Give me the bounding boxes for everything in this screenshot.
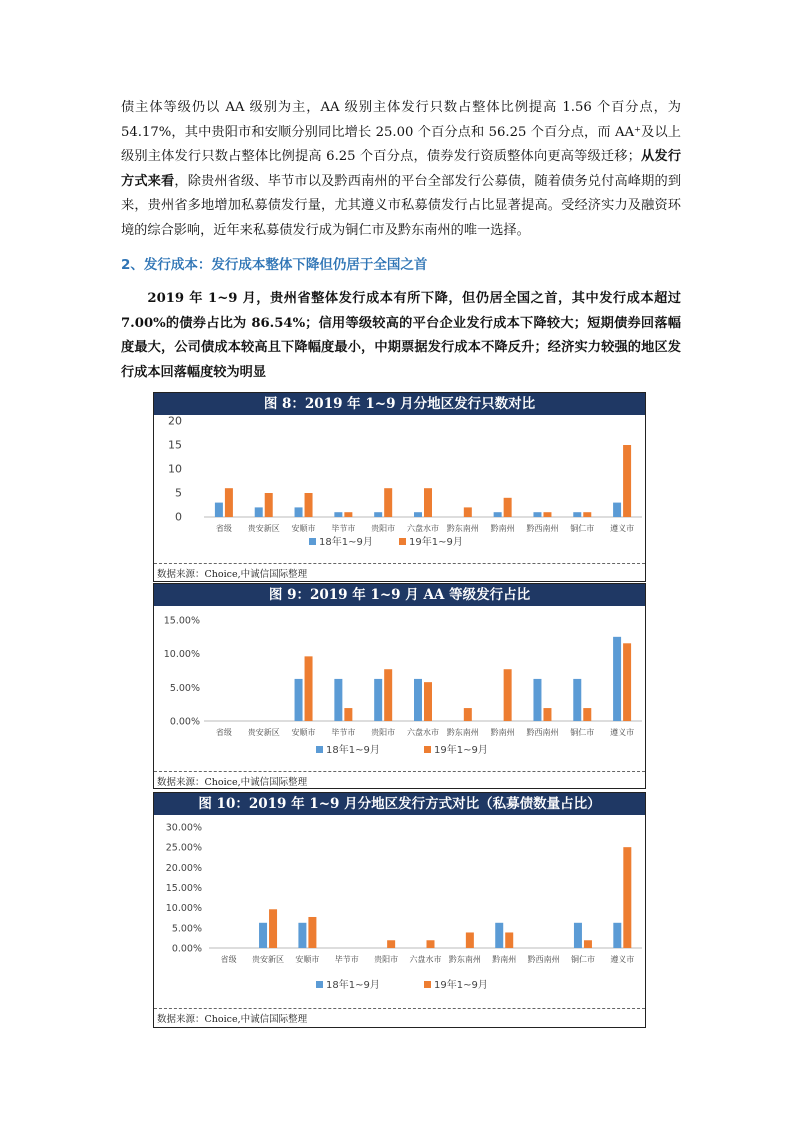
figure-10-title: 图 10：2019 年 1~9 月分地区发行方式对比（私募债数量占比） xyxy=(154,793,645,815)
figure-10-chart xyxy=(154,815,645,1008)
y-tick-label: 20.00% xyxy=(165,862,202,874)
legend-swatch xyxy=(316,746,323,753)
y-tick-label: 10.00% xyxy=(163,649,200,661)
bar-2019 xyxy=(225,488,233,517)
y-tick-label: 5.00% xyxy=(169,682,200,694)
category-label: 铜仁市 xyxy=(570,524,595,533)
bar-2018 xyxy=(574,923,582,948)
legend-label: 19年1~9月 xyxy=(434,745,488,756)
bar-2018 xyxy=(334,512,342,517)
category-label: 省级 xyxy=(220,955,237,964)
category-label: 省级 xyxy=(215,524,232,533)
figure-9-chart xyxy=(154,606,645,769)
bar-2018 xyxy=(295,679,303,721)
bar-2018 xyxy=(613,503,621,517)
y-tick-label: 5.00% xyxy=(171,923,202,935)
bar-2018 xyxy=(374,512,382,517)
category-label: 省级 xyxy=(215,728,232,737)
category-label: 安顺市 xyxy=(291,524,316,533)
category-label: 贵阳市 xyxy=(374,955,399,964)
y-tick-label: 10 xyxy=(168,462,182,476)
bar-2019 xyxy=(504,669,512,721)
bar-2019 xyxy=(427,940,435,948)
bar-2019 xyxy=(584,940,592,948)
category-label: 黔东南州 xyxy=(446,728,479,737)
section-heading: 2、发行成本：发行成本整体下降但仍居于全国之首 xyxy=(121,257,428,273)
legend-swatch xyxy=(399,538,406,545)
bar-2018 xyxy=(573,512,581,517)
bar-2018 xyxy=(613,637,621,721)
bar-2019 xyxy=(265,493,273,517)
bar-2019 xyxy=(464,708,472,721)
paragraph1-text-b: ，除贵州省级、毕节市以及黔西南州的平台全部发行公募债，随着债务兑付高峰期的到来，贵州省多地增加私募债发行量，尤其遵义市私募债发行占比显著提高。受经济实力及融资环境的综合影响，近年来私募债发行成为铜仁市及黔东南州的唯一选择。 xyxy=(121,173,682,238)
paragraph1-text-a: 债主体等级仍以 AA 级别为主，AA 级别主体发行只数占整体比例提高 1.56 个百分点，为 54.17%，其中贵阳市和安顺分别同比增长 25.00 个百分点和 56.25 个百分点，而 AA⁺及以上级别主体发行只数占整体比例提高 6.25 个百分点，债券发行资质整体向更高等级迁移； xyxy=(121,100,681,165)
category-label: 贵安新区 xyxy=(247,728,280,737)
bar-2018 xyxy=(533,512,541,517)
y-tick-label: 15.00% xyxy=(163,615,200,627)
category-label: 毕节市 xyxy=(331,728,356,737)
category-label: 铜仁市 xyxy=(570,955,595,964)
figure-9-source: 数据来源：Choice,中诚信国际整理 xyxy=(157,777,308,788)
category-label: 黔南州 xyxy=(490,728,515,737)
figure-8 xyxy=(153,392,646,582)
y-tick-label: 0 xyxy=(175,510,182,524)
bar-2018 xyxy=(215,503,223,517)
category-label: 六盘水市 xyxy=(407,524,439,533)
legend-swatch xyxy=(424,746,431,753)
bar-2018 xyxy=(414,679,422,721)
figure-10-source: 数据来源：Choice,中诚信国际整理 xyxy=(157,1014,308,1025)
bar-2018 xyxy=(295,507,303,517)
category-label: 毕节市 xyxy=(331,524,356,533)
category-label: 黔南州 xyxy=(490,524,515,533)
bar-2018 xyxy=(259,923,267,948)
bar-2019 xyxy=(543,708,551,721)
bar-2019 xyxy=(344,512,352,517)
y-tick-label: 5 xyxy=(175,486,182,500)
bar-2018 xyxy=(414,512,422,517)
bar-2019 xyxy=(543,512,551,517)
bar-2018 xyxy=(613,923,621,948)
category-label: 黔西南州 xyxy=(526,728,559,737)
bar-2019 xyxy=(505,932,513,948)
legend-label: 18年1~9月 xyxy=(326,745,380,756)
bar-2019 xyxy=(308,917,316,948)
bar-2019 xyxy=(464,507,472,517)
y-tick-label: 30.00% xyxy=(165,822,202,834)
bar-2019 xyxy=(623,643,631,721)
y-tick-label: 20 xyxy=(168,415,182,428)
figure-8-source: 数据来源：Choice,中诚信国际整理 xyxy=(157,569,308,580)
figure-10 xyxy=(153,792,646,1028)
category-label: 安顺市 xyxy=(291,728,316,737)
category-label: 六盘水市 xyxy=(407,728,439,737)
bar-2018 xyxy=(255,507,263,517)
legend-label: 18年1~9月 xyxy=(326,980,380,991)
y-tick-label: 10.00% xyxy=(165,903,202,915)
category-label: 遵义市 xyxy=(610,524,635,533)
bar-2019 xyxy=(344,708,352,721)
category-label: 安顺市 xyxy=(295,955,320,964)
category-label: 六盘水市 xyxy=(409,955,442,964)
bar-2019 xyxy=(583,708,591,721)
bar-2019 xyxy=(623,445,631,517)
category-label: 铜仁市 xyxy=(570,728,595,737)
bar-2018 xyxy=(495,923,503,948)
legend-label: 19年1~9月 xyxy=(409,537,463,548)
category-label: 黔南州 xyxy=(492,955,517,964)
figure-8-chart xyxy=(154,415,645,561)
paragraph1-bold: 从发行方式来看 xyxy=(121,149,682,189)
figure-9-title: 图 9：2019 年 1~9 月 AA 等级发行占比 xyxy=(154,584,645,606)
bar-2018 xyxy=(374,679,382,721)
category-label: 贵安新区 xyxy=(247,524,280,533)
bar-2019 xyxy=(623,847,631,948)
category-label: 贵阳市 xyxy=(371,728,396,737)
bar-2019 xyxy=(387,940,395,948)
summary-paragraph: 2019 年 1~9 月，贵州省整体发行成本有所下降，但仍居全国之首，其中发行成本超过 7.00%的债券占比为 86.54%；信用等级较高的平台企业发行成本下降较大；短期债券回落幅度最大，公司债成本较高且下降幅度最小，中期票据发行成本不降反升；经济实力较强的地区发行成本回落幅度较为明显 xyxy=(121,291,681,380)
bar-2018 xyxy=(573,679,581,721)
y-tick-label: 0.00% xyxy=(169,716,200,728)
category-label: 黔东南州 xyxy=(448,955,481,964)
category-label: 遵义市 xyxy=(610,955,635,964)
legend-label: 19年1~9月 xyxy=(434,980,488,991)
bar-2019 xyxy=(269,909,277,948)
figure-8-title: 图 8：2019 年 1~9 月分地区发行只数对比 xyxy=(154,393,645,415)
bar-2019 xyxy=(466,932,474,948)
category-label: 毕节市 xyxy=(334,955,359,964)
figure-9 xyxy=(153,583,646,789)
category-label: 遵义市 xyxy=(610,728,635,737)
bar-2018 xyxy=(494,512,502,517)
y-tick-label: 15 xyxy=(168,438,182,452)
category-label: 黔西南州 xyxy=(526,524,559,533)
legend-label: 18年1~9月 xyxy=(319,537,373,548)
category-label: 黔东南州 xyxy=(446,524,479,533)
bar-2018 xyxy=(334,679,342,721)
bar-2019 xyxy=(384,488,392,517)
category-label: 黔西南州 xyxy=(527,955,560,964)
bar-2019 xyxy=(504,498,512,517)
legend-swatch xyxy=(309,538,316,545)
y-tick-label: 15.00% xyxy=(165,883,202,894)
legend-swatch xyxy=(424,981,431,988)
category-label: 贵阳市 xyxy=(371,524,396,533)
y-tick-label: 0.00% xyxy=(171,943,202,955)
category-label: 贵安新区 xyxy=(252,955,285,964)
bar-2019 xyxy=(583,512,591,517)
y-tick-label: 25.00% xyxy=(165,842,202,854)
bar-2019 xyxy=(424,488,432,517)
legend-swatch xyxy=(316,981,323,988)
body-paragraph-1 xyxy=(121,96,681,244)
bar-2019 xyxy=(305,493,313,517)
bar-2018 xyxy=(533,679,541,721)
bar-2019 xyxy=(305,656,313,721)
bar-2019 xyxy=(384,669,392,721)
bar-2018 xyxy=(298,923,306,948)
bar-2019 xyxy=(424,682,432,721)
